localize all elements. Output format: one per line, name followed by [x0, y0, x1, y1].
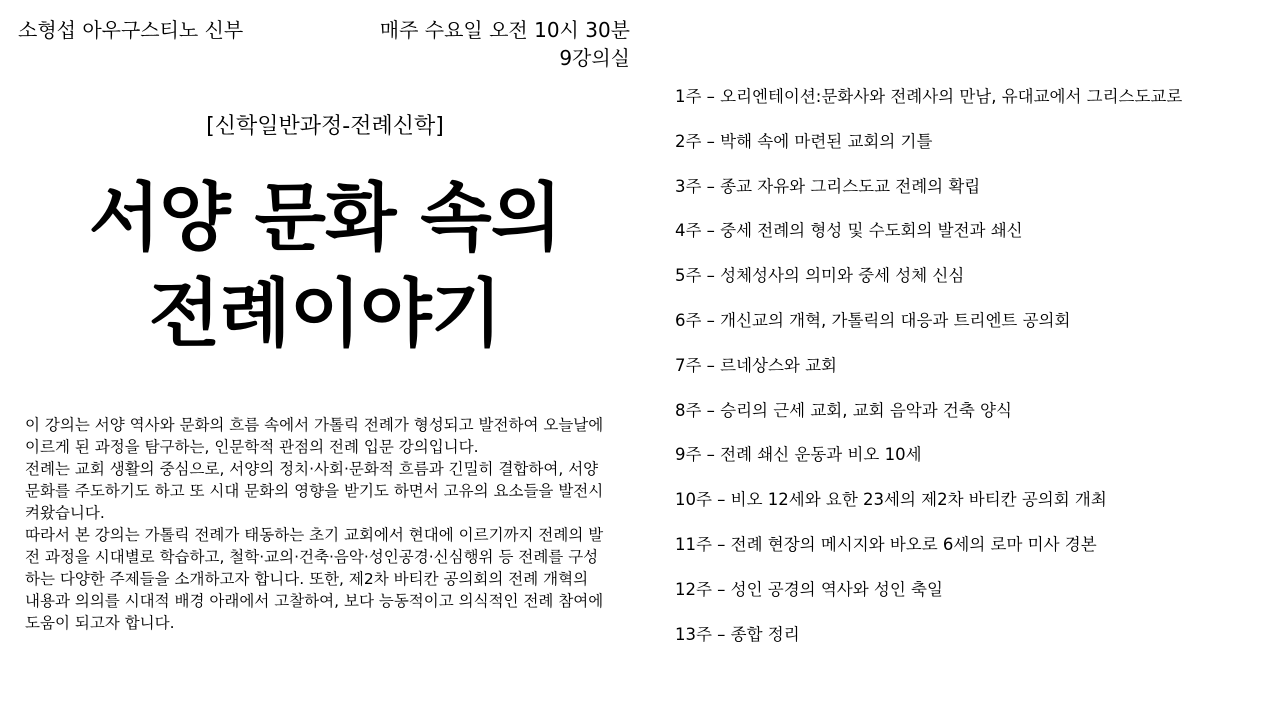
week-item: 3주 – 종교 자유와 그리스도교 전례의 확립: [675, 176, 981, 196]
week-item: 9주 – 전례 쇄신 운동과 비오 10세: [675, 445, 922, 465]
week-item: 8주 – 승리의 근세 교회, 교회 음악과 건축 양식: [675, 400, 1012, 420]
instructor-name: 소형섭 아우구스티노 신부: [18, 18, 244, 42]
weekly-schedule-list: [675, 84, 1275, 666]
course-title-line2: 전례이야기: [148, 271, 502, 357]
week-item: 4주 – 중세 전례의 형성 및 수도회의 발전과 쇄신: [675, 221, 1023, 241]
schedule-room: 9강의실: [559, 46, 630, 70]
course-title: [20, 170, 630, 362]
week-item: 13주 – 종합 정리: [675, 624, 800, 644]
course-category: [신학일반과정-전례신학]: [206, 114, 444, 139]
week-item: 6주 – 개신교의 개혁, 가톨릭의 대응과 트리엔트 공의회: [675, 310, 1071, 330]
week-item: 5주 – 성체성사의 의미와 중세 성체 신심: [675, 266, 965, 286]
description-paragraph-1: 이 강의는 서양 역사와 문화의 흐름 속에서 가톨릭 전례가 형성되고 발전하여 오늘날에 이르게 된 과정을 탐구하는, 인문학적 관점의 전례 입문 강의입니다.: [25, 416, 604, 456]
description-paragraph-2: 전례는 교회 생활의 중심으로, 서양의 정치·사회·문화적 흐름과 긴밀히 결합하여, 서양 문화를 주도하기도 하고 또 시대 문화의 영향을 받기도 하면서 고유의 요소들을 발전시켜왔습니다.: [25, 460, 604, 522]
week-item: 7주 – 르네상스와 교회: [675, 355, 837, 375]
schedule-info: [380, 16, 630, 72]
course-title-line1: 서양 문화 속의: [88, 175, 562, 261]
schedule-time: 매주 수요일 오전 10시 30분: [379, 18, 630, 42]
course-description: [25, 414, 605, 634]
week-item: 10주 – 비오 12세와 요한 23세의 제2차 바티칸 공의회 개최: [675, 490, 1107, 510]
week-item: 12주 – 성인 공경의 역사와 성인 축일: [675, 579, 943, 599]
description-paragraph-3: 따라서 본 강의는 가톨릭 전례가 태동하는 초기 교회에서 현대에 이르기까지 전례의 발전 과정을 시대별로 학습하고, 철학·교의·건축·음악·성인공경·신심행위 등 전례를 구성하는 다양한 주제들을 소개하고자 합니다. 또한, 제2차 바티칸 공의회의 전례 개혁의 내용과 의의를 시대적 배경 아래에서 고찰하여, 보다 능동적이고 의식적인 전례 참여에 도움이 되고자 합니다.: [25, 526, 604, 632]
week-item: 1주 – 오리엔테이션:문화사와 전례사의 만남, 유대교에서 그리스도교로: [675, 87, 1183, 106]
week-item: 2주 – 박해 속에 마련된 교회의 기틀: [675, 131, 933, 151]
week-item: 11주 – 전례 현장의 메시지와 바오로 6세의 로마 미사 경본: [675, 534, 1097, 554]
